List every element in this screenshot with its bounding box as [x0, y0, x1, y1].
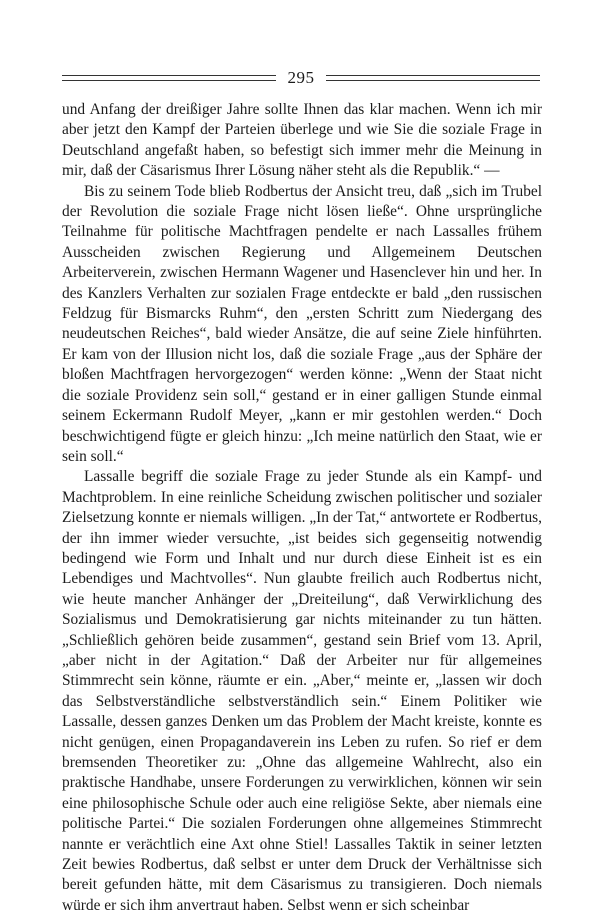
header-rule-right	[326, 75, 540, 81]
page-number: 295	[287, 68, 315, 87]
paragraph-continuation: und Anfang der dreißiger Jahre sollte Ihnen das klar machen. Wenn ich mir aber jetzt den Kampf der Parteien überlege und wie Sie die soziale Frage in Deutschland angefaßt haben, so befestigt sich immer mehr die Meinung in mir, daß der Cäsarismus Ihrer Lösung näher steht als die Republik.“ —	[62, 101, 542, 180]
page-header	[62, 68, 540, 92]
paragraph-rodbertus-view: Bis zu seinem Tode blieb Rodbertus der Ansicht treu, daß „sich im Trubel der Revolution die soziale Frage nicht lösen ließe“. Ohne ursprüngliche Teilnahme für politische Machtfragen pendelte er nach Lassalles frühem Ausscheiden zwischen Regierung und Allgemeinem Deutschen Arbeiterverein, zwischen Hermann Wagener und Hasenclever hin und her. In des Kanzlers Verhalten zur sozialen Frage entdeckte er bald „den russischen Feldzug für Bismarcks Ruhm“, den „ersten Schritt zum Niedergang des neudeutschen Reiches“, bald wieder Ansätze, die auf seine Ziele hinführten. Er kam von der Illusion nicht los, daß die soziale Frage „aus der Sphäre der bloßen Machtfragen hervorgezogen“ werden könne: „Wenn der Staat nicht die soziale Providenz sein soll,“ gestand er in einer galligen Stunde einmal seinem Eckermann Rudolf Meyer, „kann er mir gestohlen werden.“ Doch beschwichtigend fügte er gleich hinzu: „Ich meine natürlich den Staat, wie er sein soll.“	[62, 182, 542, 465]
paragraph-lassalle-power: Lassalle begriff die soziale Frage zu jeder Stunde als ein Kampf- und Machtproblem. In eine reinliche Scheidung zwischen politischer und sozialer Zielsetzung konnte er niemals willigen. „In der Tat,“ antwortete er Rodbertus, der ihn immer wieder versuchte, „ist beides sich gegenseitig notwendig bedingend wie Form und Inhalt und nur durch diese Einheit ist es ein Lebendiges und Machtvolles“. Nun glaubte freilich auch Rodbertus nicht, wie heute mancher Anhänger der „Dreiteilung“, daß Verwirklichung des Sozialismus und Demokratisierung gar nichts miteinander zu tun hätten. „Schließlich gehören beide zusammen“, gestand sein Brief vom 13. April, „aber nicht in der Agitation.“ Daß der Arbeiter nur für allgemeines Stimmrecht sein könne, räumte er ein. „Aber,“ meinte er, „lassen wir doch das Selbstverständliche selbstverständlich sein.“ Einem Politiker wie Lassalle, dessen ganzes Denken um das Problem der Macht kreiste, konnte es nicht genügen, einen Propagandaverein ins Leben zu rufen. So rief er dem bremsenden Theoretiker zu: „Ohne das allgemeine Wahlrecht, also ein praktische Handhabe, unsere Forderungen zu verwirklichen, können wir sein eine philosophische Schule oder auch eine religiöse Sekte, aber niemals eine politische Partei.“ Die sozialen Forderungen ohne allgemeines Stimmrecht nannte er verächtlich eine Axt ohne Stiel! Lassalles Taktik in seiner letzten Zeit bewies Rodbertus, daß selbst er unter dem Druck der Verhältnisse sich bereit gefunden hätte, mit dem Cäsarismus zu transigieren. Doch niemals würde er sich ihm anvertraut haben. Selbst wenn er sich scheinbar	[62, 468, 542, 914]
body-text	[62, 100, 542, 916]
